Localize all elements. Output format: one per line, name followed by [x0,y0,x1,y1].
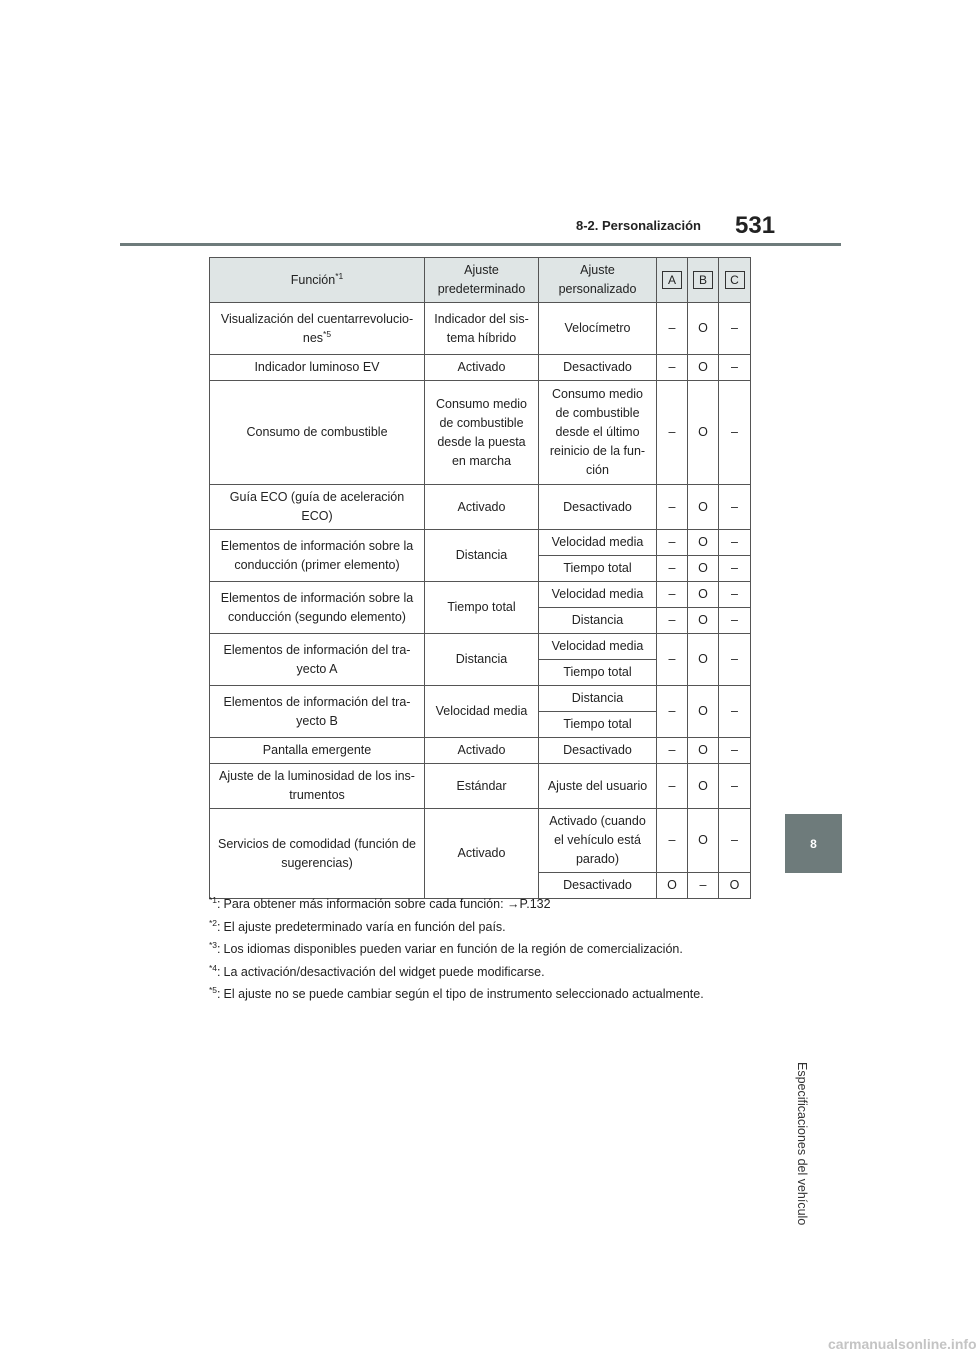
cell-a: – [657,582,688,608]
cell-funcion: Ajuste de la luminosidad de los ins- trumentos [210,764,425,809]
table-row [210,764,751,809]
cell-funcion: Elementos de información del tra- yecto A [210,634,425,686]
cell-c: – [719,582,751,608]
cell-c: – [719,381,751,485]
footnote-item: $^{*4}$: La activación/desactivación del widget puede modificarse. [209,962,545,979]
cell-a: O [657,873,688,899]
cell-c: – [719,556,751,582]
cell-b: O [688,809,719,873]
cell-predeterminado: Activado [425,809,539,899]
cell-personalizado: Tiempo total [539,660,657,686]
letter-c-icon: C [725,271,745,289]
header-col-c [719,258,751,303]
section-title: 8-2. Personalización [576,218,701,233]
cell-c: – [719,809,751,873]
cell-personalizado: Desactivado [539,485,657,530]
cell-b: O [688,608,719,634]
header-col-a [657,258,688,303]
cell-personalizado: Distancia [539,608,657,634]
cell-predeterminado: Activado [425,738,539,764]
cell-c: – [719,686,751,738]
cell-b: O [688,634,719,686]
letter-a-icon: A [662,271,682,289]
settings-table [209,257,751,899]
table-row [210,381,751,485]
cell-b: O [688,303,719,355]
cell-funcion: Servicios de comodidad (función de sugerencias) [210,809,425,899]
cell-b: O [688,738,719,764]
cell-c: – [719,355,751,381]
cell-predeterminado: Consumo medio de combustible desde la puesta en marcha [425,381,539,485]
footnote-item: $^{*1}$: Para obtener más información sobre cada función: →P.132 [209,894,551,911]
chapter-label: Especificaciones del vehículo [795,1062,809,1226]
table-row [210,530,751,556]
cell-personalizado: Velocidad media [539,634,657,660]
cell-funcion: Guía ECO (guía de aceleración ECO) [210,485,425,530]
cell-predeterminado: Activado [425,485,539,530]
footnotes [209,894,769,1010]
cell-funcion: Elementos de información del tra- yecto B [210,686,425,738]
cell-predeterminado: Indicador del sis- tema híbrido [425,303,539,355]
footnote-item: $^{*3}$: Los idiomas disponibles pueden variar en función de la región de comercialización. [209,939,683,956]
footnote-item: $^{*2}$: El ajuste predeterminado varía en función del país. [209,917,506,934]
cell-a: – [657,530,688,556]
cell-funcion: Indicador luminoso EV [210,355,425,381]
footnote-item: $^{*5}$: El ajuste no se puede cambiar según el tipo de instrumento seleccionado actualmente. [209,984,704,1001]
chapter-tab[interactable] [785,814,842,873]
cell-funcion: Elementos de información sobre la conducción (primer elemento) [210,530,425,582]
table-header-row [210,258,751,303]
cell-a: – [657,686,688,738]
cell-b: O [688,556,719,582]
watermark: carmanualsonline.info [828,1336,977,1352]
cell-a: – [657,634,688,686]
cell-c: – [719,530,751,556]
header-col-b [688,258,719,303]
cell-personalizado: Velocímetro [539,303,657,355]
table-row [210,303,751,355]
cell-c: – [719,303,751,355]
table-row [210,485,751,530]
cell-a: – [657,303,688,355]
cell-c: – [719,764,751,809]
cell-personalizado: Velocidad media [539,582,657,608]
cell-predeterminado: Estándar [425,764,539,809]
cell-b: O [688,355,719,381]
cell-b: O [688,764,719,809]
cell-personalizado: Ajuste del usuario [539,764,657,809]
cell-a: – [657,485,688,530]
table-row [210,686,751,712]
cell-a: – [657,608,688,634]
cell-funcion: Pantalla emergente [210,738,425,764]
cell-a: – [657,809,688,873]
cell-funcion: Elementos de información sobre la conducción (segundo elemento) [210,582,425,634]
cell-a: – [657,764,688,809]
cell-a: – [657,381,688,485]
cell-personalizado: Tiempo total [539,712,657,738]
cell-b: O [688,485,719,530]
cell-b: O [688,530,719,556]
cell-b: O [688,686,719,738]
cell-b: – [688,873,719,899]
cell-a: – [657,738,688,764]
cell-predeterminado: Velocidad media [425,686,539,738]
cell-predeterminado: Tiempo total [425,582,539,634]
cell-personalizado: Desactivado [539,873,657,899]
header-divider [120,243,841,246]
cell-personalizado: Tiempo total [539,556,657,582]
cell-personalizado: Desactivado [539,355,657,381]
cell-funcion: Visualización del cuentarrevolucio- nes$^{*5}$ [210,303,425,355]
cell-c: – [719,738,751,764]
cell-c: – [719,485,751,530]
cell-c: – [719,634,751,686]
table-row [210,809,751,873]
cell-personalizado: Consumo medio de combustible desde el último reinicio de la fun- ción [539,381,657,485]
cell-a: – [657,556,688,582]
cell-personalizado: Desactivado [539,738,657,764]
header-ajuste-predeterminado: Ajuste predeterminado [425,258,539,303]
cell-predeterminado: Activado [425,355,539,381]
page-number: 531 [735,212,776,239]
table-row [210,355,751,381]
cell-b: O [688,582,719,608]
chapter-number: 8 [810,836,817,851]
table-row [210,634,751,660]
cell-funcion: Consumo de combustible [210,381,425,485]
header-funcion: Función$^{*1}$ [210,258,425,303]
table-row [210,738,751,764]
cell-b: O [688,381,719,485]
cell-predeterminado: Distancia [425,530,539,582]
cell-personalizado: Distancia [539,686,657,712]
cell-personalizado: Velocidad media [539,530,657,556]
cell-personalizado: Activado (cuando el vehículo está parado) [539,809,657,873]
cell-c: – [719,608,751,634]
table-row [210,582,751,608]
header-ajuste-personalizado: Ajuste personalizado [539,258,657,303]
cell-c: O [719,873,751,899]
cell-a: – [657,355,688,381]
letter-b-icon: B [693,271,713,289]
cell-predeterminado: Distancia [425,634,539,686]
